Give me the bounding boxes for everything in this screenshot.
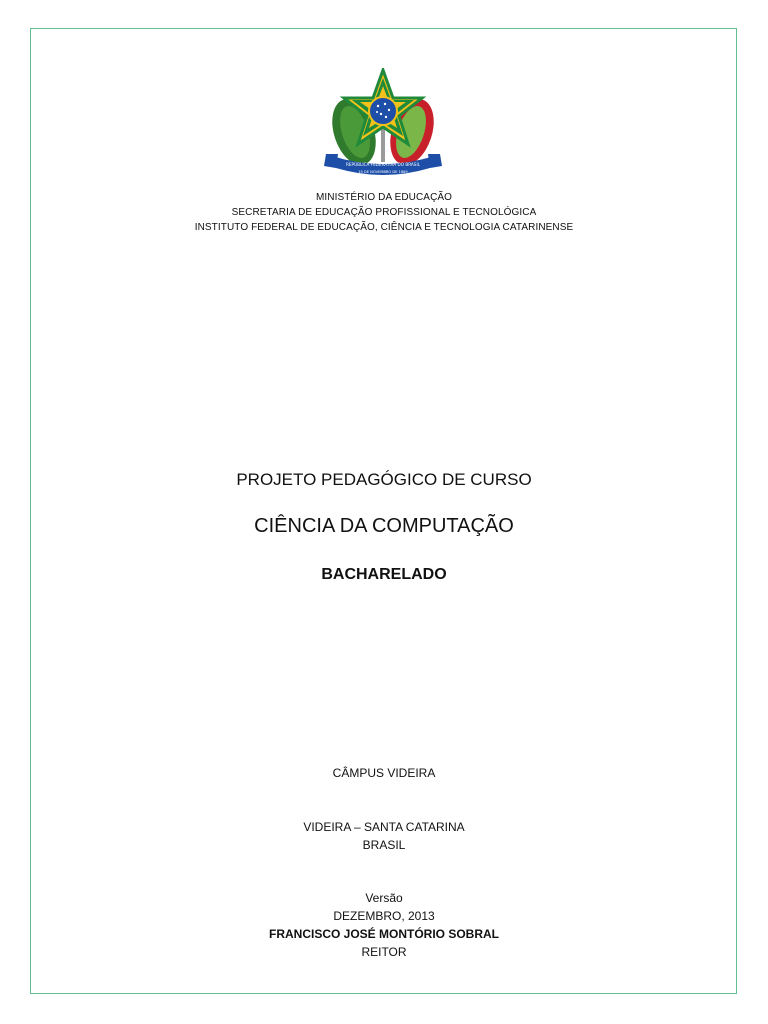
institute-name: INSTITUTO FEDERAL DE EDUCAÇÃO, CIÊNCIA E TECNOLOGIA CATARINENSE [194,222,574,233]
svg-text:15 DE NOVEMBRO DE 1889: 15 DE NOVEMBRO DE 1889 [358,170,408,174]
course-name: CIÊNCIA DA COMPUTAÇÃO [254,515,514,537]
brazil-coat-of-arms-icon [322,68,444,180]
city-state: VIDEIRA – SANTA CATARINA [303,820,465,834]
document-date: DEZEMBRO, 2013 [333,909,435,923]
country: BRASIL [362,838,406,852]
svg-text:REPÚBLICA FEDERATIVA DO BRASIL: REPÚBLICA FEDERATIVA DO BRASIL [345,162,421,167]
document-title: PROJETO PEDAGÓGICO DE CURSO [236,470,532,489]
degree-type: BACHARELADO [321,566,447,583]
campus-name: CÂMPUS VIDEIRA [332,766,436,780]
ministry-name: MINISTÉRIO DA EDUCAÇÃO [315,192,453,203]
version-label: Versão [365,891,403,905]
author-name: FRANCISCO JOSÉ MONTÓRIO SOBRAL [268,927,499,941]
author-role: REITOR [361,945,407,959]
secretariat-name: SECRETARIA DE EDUCAÇÃO PROFISSIONAL E TECNOLÓGICA [231,207,537,218]
